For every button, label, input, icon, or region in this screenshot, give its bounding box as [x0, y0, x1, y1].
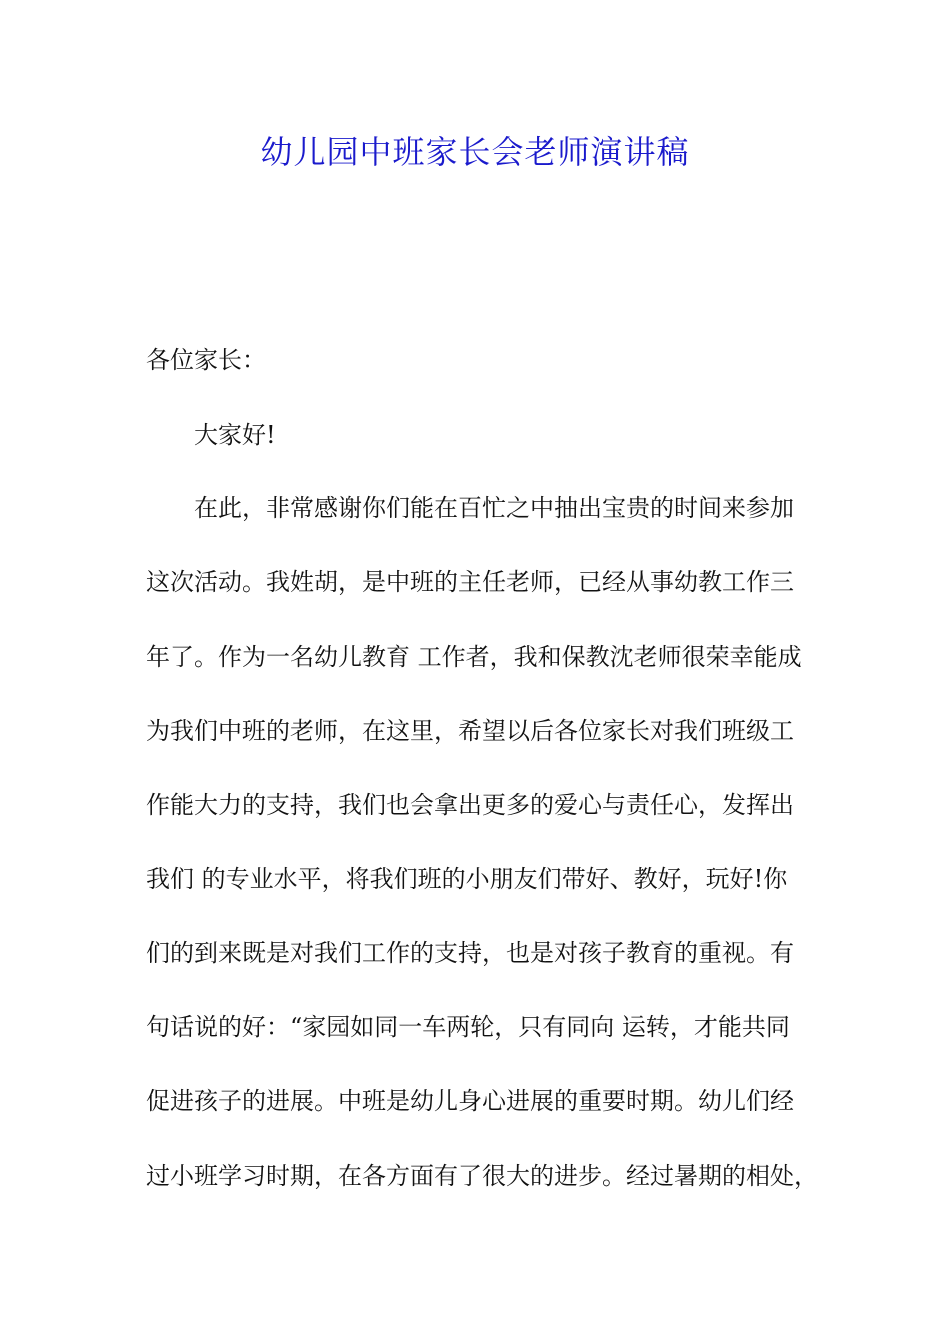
paragraph-line: 促进孩子的进展。中班是幼儿身心进展的重要时期。幼儿们经 [146, 1087, 794, 1115]
salutation: 各位家长： [146, 346, 266, 374]
paragraph-line: 这次活动。我姓胡，是中班的主任老师，已经从事幼教工作三 [146, 568, 794, 596]
paragraph-line: 我们 的专业水平，将我们班的小朋友们带好、教好，玩好!你 [146, 865, 788, 893]
document-title: 幼儿园中班家长会老师演讲稿 [260, 133, 690, 171]
paragraph-line: 年了。作为一名幼儿教育 工作者，我和保教沈老师很荣幸能成 [146, 643, 802, 671]
paragraph-line: 过小班学习时期，在各方面有了很大的进步。经过暑期的相处， [146, 1162, 818, 1190]
paragraph-line: 作能大力的支持，我们也会拿出更多的爱心与责任心，发挥出 [146, 791, 794, 819]
paragraph-line: 在此，非常感谢你们能在百忙之中抽出宝贵的时间来参加 [194, 494, 794, 522]
paragraph-line: 们的到来既是对我们工作的支持，也是对孩子教育的重视。有 [146, 939, 794, 967]
paragraph-line: 为我们中班的老师，在这里，希望以后各位家长对我们班级工 [146, 717, 794, 745]
paragraph-line: 句话说的好：“家园如同一车两轮，只有同向 运转，才能共同 [146, 1013, 790, 1041]
greeting: 大家好! [194, 421, 276, 449]
